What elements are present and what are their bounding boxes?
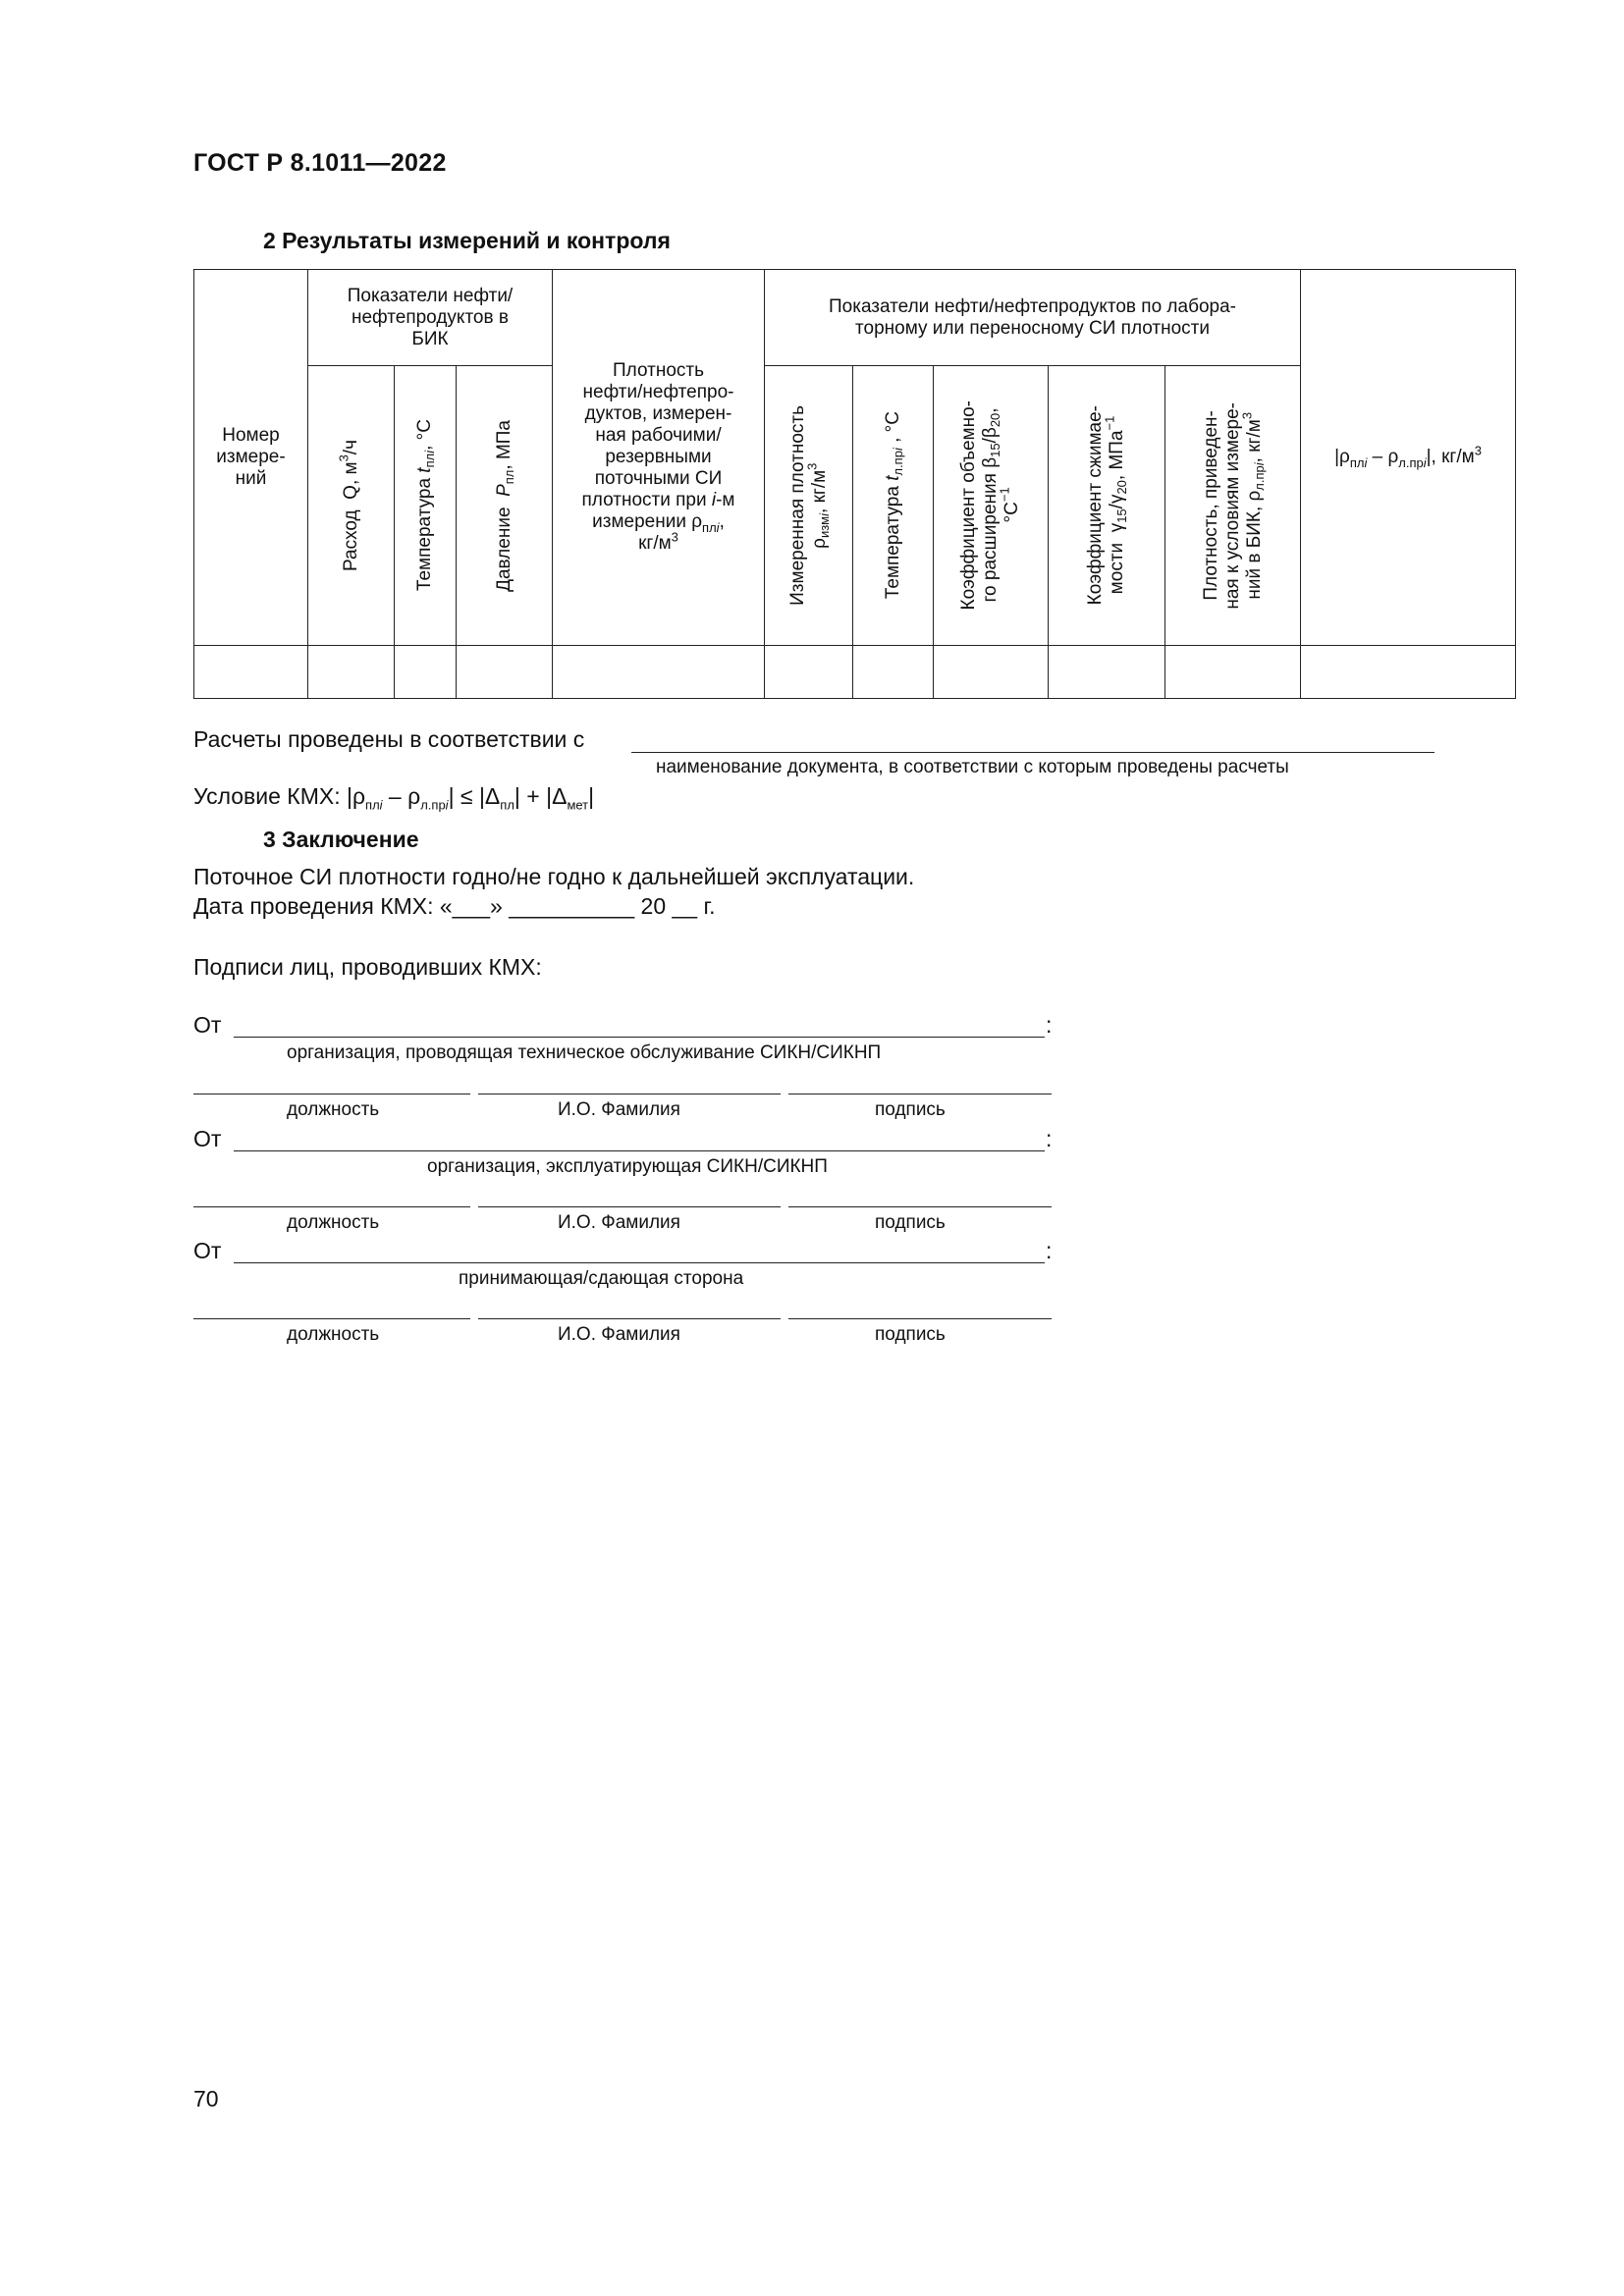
from-label-1: От (193, 1012, 222, 1038)
cell-expansion[interactable] (934, 646, 1049, 699)
calc-document-field[interactable] (631, 752, 1435, 753)
cell-diff[interactable] (1301, 646, 1516, 699)
sign-caption-1: подпись (875, 1099, 946, 1120)
from-label-3: От (193, 1238, 222, 1263)
sign-field-3[interactable] (788, 1318, 1052, 1319)
results-table (193, 269, 1516, 699)
org1-field[interactable] (234, 1037, 1045, 1038)
signatures-intro: Подписи лиц, проводивших КМХ: (193, 954, 542, 980)
header-temp-lpr: Температура $t_{л.прi}$ , °С (853, 366, 934, 646)
position-field-2[interactable] (193, 1206, 470, 1207)
from-label-2: От (193, 1126, 222, 1151)
org1-caption: организация, проводящая техническое обслуживание СИКН/СИКНП (287, 1042, 882, 1063)
header-flow: Расход Q, $м^3/ч$ (308, 366, 395, 646)
sign-field-1[interactable] (788, 1094, 1052, 1095)
colon-2: : (1046, 1126, 1053, 1151)
cell-flow[interactable] (308, 646, 395, 699)
sign-caption-3: подпись (875, 1324, 946, 1345)
cell-reduced[interactable] (1165, 646, 1301, 699)
colon-3: : (1046, 1238, 1053, 1263)
calc-text: Расчеты проведены в соответствии с (193, 726, 585, 752)
name-caption-3: И.О. Фамилия (558, 1324, 680, 1345)
conclusion-line-1: Поточное СИ плотности годно/не годно к дальнейшей эксплуатации. (193, 864, 915, 889)
doc-code: ГОСТ Р 8.1011—2022 (193, 149, 447, 177)
section-3-title: 3 Заключение (263, 827, 419, 852)
name-field-1[interactable] (478, 1094, 781, 1095)
org3-field[interactable] (234, 1262, 1045, 1263)
cell-measured-density[interactable] (765, 646, 853, 699)
cell-density-work[interactable] (553, 646, 765, 699)
cell-temp-lpr[interactable] (853, 646, 934, 699)
conclusion-date: Дата проведения КМХ: «___» __________ 20 __ г. (193, 893, 716, 919)
header-pressure: Давление $P_{пл}$, МПа (457, 366, 553, 646)
cell-number[interactable] (194, 646, 308, 699)
condition-text: Условие КМХ: $|\rho_{плi} - \rho_{л.прi}| \le |\Delta_{пл}| + |\Delta_{мет}|$ (193, 783, 595, 813)
header-diff: $|\rho_{плi} - \rho_{л.прi}|$, $кг/м^3$ (1301, 270, 1516, 646)
calc-caption: наименование документа, в соответствии с которым проведены расчеты (656, 757, 1289, 777)
table-row (194, 646, 1516, 699)
sign-field-2[interactable] (788, 1206, 1052, 1207)
header-group-bik: Показатели нефти/ нефтепродуктов в БИК (308, 270, 553, 366)
org2-field[interactable] (234, 1150, 1045, 1151)
colon-1: : (1046, 1012, 1053, 1038)
position-caption-3: должность (287, 1324, 380, 1345)
name-field-3[interactable] (478, 1318, 781, 1319)
header-compress: Коэффициент сжимае- мости $\gamma_{15}/\gamma_{20}$, МПа$^{-1}$ (1049, 366, 1165, 646)
position-field-3[interactable] (193, 1318, 470, 1319)
header-expansion: Коэффициент объемно- го расширения $\beta_{15}/\beta_{20}$, $^\circ С^{-1}$ (934, 366, 1049, 646)
name-caption-2: И.О. Фамилия (558, 1212, 680, 1233)
name-field-2[interactable] (478, 1206, 781, 1207)
header-number: Номер измере- ний (194, 270, 308, 646)
cell-compress[interactable] (1049, 646, 1165, 699)
cell-temp-pl[interactable] (395, 646, 457, 699)
org3-caption: принимающая/сдающая сторона (459, 1268, 744, 1289)
header-measured-density: Измеренная плотность $\rho_{измi}$, $кг/м^3$ (765, 366, 853, 646)
position-field-1[interactable] (193, 1094, 470, 1095)
position-caption-1: должность (287, 1099, 380, 1120)
cell-pressure[interactable] (457, 646, 553, 699)
page-number: 70 (193, 2086, 219, 2111)
org2-caption: организация, эксплуатирующая СИКН/СИКНП (427, 1156, 828, 1177)
header-reduced: Плотность, приведен- ная к условиям измере- ний в БИК, $\rho_{л.прi}$, $кг/м^3$ (1165, 366, 1301, 646)
position-caption-2: должность (287, 1212, 380, 1233)
section-2-title: 2 Результаты измерений и контроля (263, 228, 671, 253)
header-temp-pl: Температура $t_{плi}$, °С (395, 366, 457, 646)
sign-caption-2: подпись (875, 1212, 946, 1233)
header-group-lab: Показатели нефти/нефтепродуктов по лабора- торному или переносному СИ плотности (765, 270, 1301, 366)
header-density-work: Плотность нефти/нефтепро- дуктов, измерен- ная рабочими/ резервными поточными СИ плотности при i-м измерении $\rho_{плi}$, $кг/м^3$ (553, 270, 765, 646)
name-caption-1: И.О. Фамилия (558, 1099, 680, 1120)
